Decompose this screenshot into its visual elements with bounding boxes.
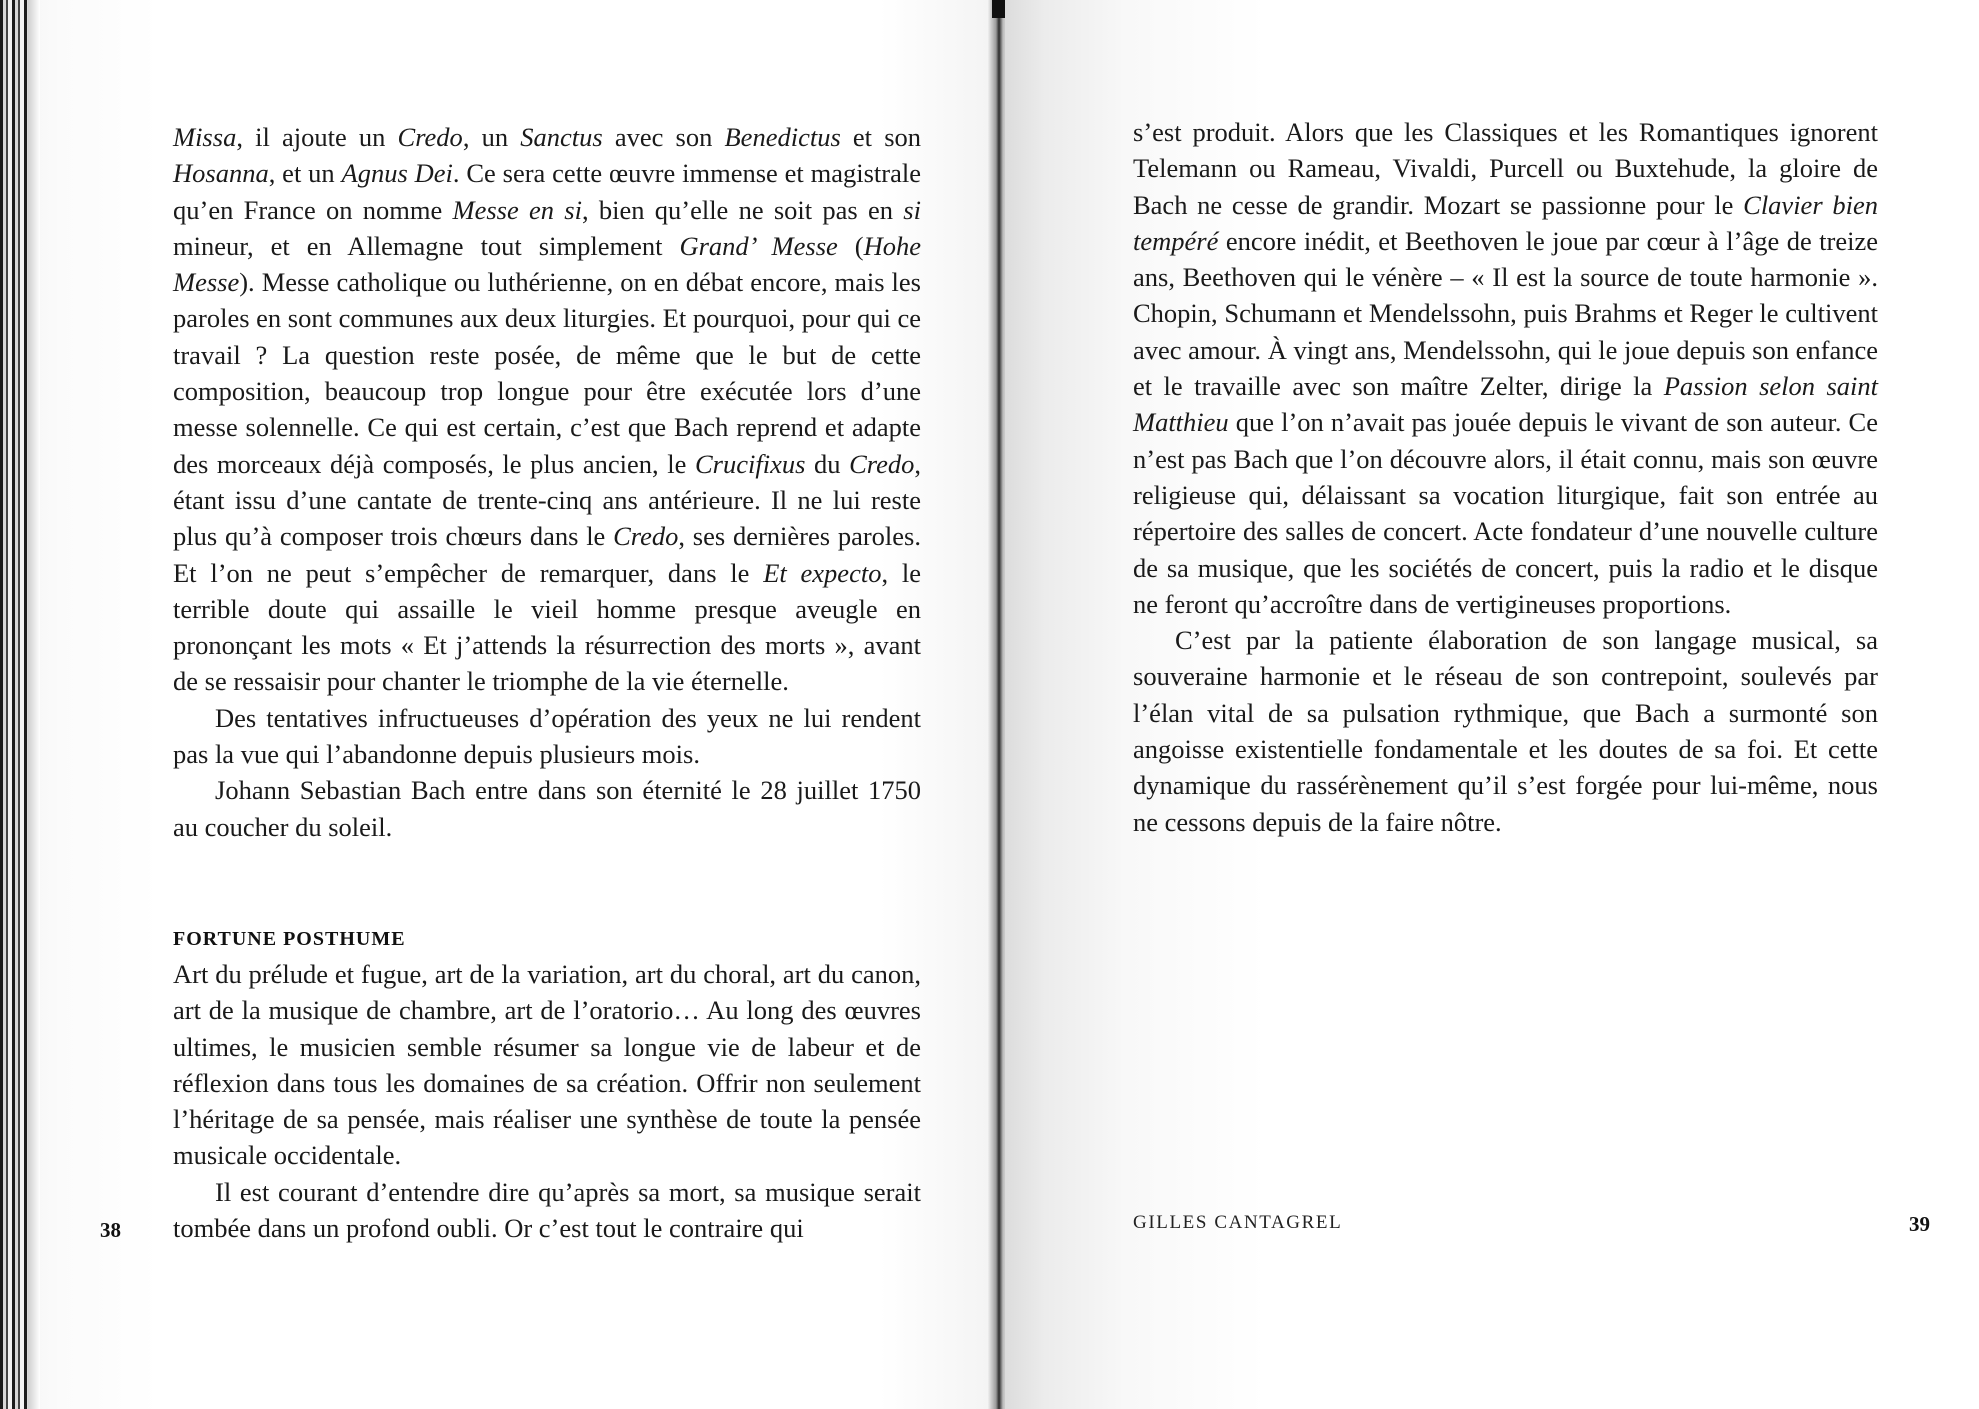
paragraph [1133, 622, 1878, 840]
italic-text: Credo [613, 521, 679, 552]
paragraph [173, 1174, 921, 1247]
text-run: . Ce sera cette œuvre immense et magistrale qu’en France on nomme [173, 158, 921, 225]
italic-text: Messe en si [452, 194, 582, 225]
left-body-text [173, 119, 921, 845]
text-run: et son [840, 122, 922, 152]
italic-text: Credo [397, 122, 463, 152]
text-run: Art du prélude et fugue, art de la variation, art du choral, art du canon, art de la musique de chambre, art de l’oratorio… Au long des œuvres ultimes, le musicien semble résumer sa longue vie de labeur et de réflexion dans tous les domaines de sa création. Offrir non seulement l’héritage de sa pensée, mais réaliser une synthèse de toute la pensée musicale occidentale. [173, 959, 921, 1171]
left-body-text-after-heading [173, 956, 921, 1246]
page-number-right: 39 [1909, 1212, 1930, 1236]
paragraph [173, 119, 921, 700]
text-run: du [805, 448, 850, 479]
italic-text: Crucifixus [694, 448, 806, 479]
italic-text: Grand’ Messe [679, 230, 838, 261]
text-run: avec son [602, 122, 725, 152]
page-stack-edge [0, 0, 40, 1409]
italic-text: Clavier bien tempéré [1133, 189, 1878, 256]
italic-text: Et expecto [763, 557, 882, 588]
italic-text: Agnus Dei [341, 158, 453, 189]
italic-text: Hohe Messe [173, 230, 922, 298]
text-run: C’est par la patiente élaboration de son langage musical, sa souveraine harmonie et le réseau de son contrepoint, soulevés par l’élan vital de sa pulsation rythmique, que Bach a surmonté son angoisse existentielle fondamentale et les doutes de sa foi. Et cette dynamique du rassérènement qu’il s’est forgée pour lui-même, nous ne cessons depuis de la faire nôtre. [1133, 625, 1878, 837]
page-number-left: 38 [100, 1218, 121, 1242]
text-run: mineur, et en Allemagne tout simplement [173, 230, 680, 261]
text-run: Des tentatives infructueuses d’opération des yeux ne lui rendent pas la vue qui l’abandonne depuis plusieurs mois. [173, 702, 921, 770]
text-run: , bien qu’elle ne soit pas en [581, 194, 904, 225]
text-run: , il ajoute un [236, 122, 398, 152]
text-run: , un [462, 122, 521, 152]
italic-text: Credo [849, 448, 915, 479]
text-run: , et un [268, 158, 342, 189]
running-head-author: GILLES CANTAGREL [1133, 1212, 1343, 1233]
italic-text: Hosanna [173, 158, 269, 189]
paragraph [173, 700, 921, 773]
italic-text: Sanctus [520, 122, 603, 152]
italic-text: si [903, 194, 921, 225]
italic-text: Passion selon saint Matthieu [1133, 371, 1878, 438]
section-heading: FORTUNE POSTHUME [173, 928, 406, 950]
paragraph [173, 956, 921, 1174]
italic-text: Benedictus [724, 122, 841, 152]
text-run: encore inédit, et Beethoven le joue par cœur à l’âge de treize ans, Beethoven qui le vénère – « Il est la source de toute harmonie ». Chopin, Schumann et Mendelssohn, puis Brahms et Reger le cultivent avec amour. À vingt ans, Mendelssohn, qui le joue depuis son enfance et le travaille avec son maître Zelter, dirige la [1133, 225, 1878, 402]
text-run: , étant issu d’une cantate de trente-cinq ans antérieure. Il ne lui reste plus qu’à composer trois chœurs dans le [173, 448, 921, 552]
right-page [1005, 0, 1979, 1409]
text-run: que l’on n’avait pas jouée depuis le vivant de son auteur. Ce n’est pas Bach que l’on découvre alors, il était connu, mais son œuvre religieuse qui, délaissant sa vocation liturgique, fait son entrée au répertoire des salles de concert. Acte fondateur d’une nouvelle culture de sa musique, que les sociétés de concert, puis la radio et le disque ne feront qu’accroître dans de vertigineuses proportions. [1133, 407, 1878, 619]
text-run: ). Messe catholique ou luthérienne, on en débat encore, mais les paroles en sont communes aux deux liturgies. Et pourquoi, pour qui ce travail ? La question reste posée, de même que le but de cette composition, beaucoup trop longue pour être exécutée lors d’une messe solennelle. Ce qui est certain, c’est que Bach reprend et adapte des morceaux déjà composés, le plus ancien, le [173, 267, 921, 479]
paragraph [1133, 114, 1878, 622]
text-run: , ses dernières paroles. Et l’on ne peut s’empêcher de remarquer, dans le [173, 521, 921, 588]
right-body-text [1133, 114, 1878, 840]
text-run: Il est courant d’entendre dire qu’après sa mort, sa musique serait tombée dans un profond oubli. Or c’est tout le contraire qui [173, 1176, 921, 1244]
paragraph [173, 772, 921, 845]
text-run: Johann Sebastian Bach entre dans son éternité le 28 juillet 1750 au coucher du soleil. [173, 775, 921, 842]
text-run: ( [837, 230, 864, 261]
text-run: , le terrible doute qui assaille le vieil homme presque aveugle en prononçant les mots « Et j’attends la résurrection des morts », avant de se ressaisir pour chanter le triomphe de la vie éternelle. [173, 557, 921, 697]
text-run: s’est produit. Alors que les Classiques et les Romantiques ignorent Telemann ou Rameau, Vivaldi, Purcell ou Buxtehude, la gloire de Bach ne cesse de grandir. Mozart se passionne pour le [1133, 117, 1878, 220]
italic-text: Missa [173, 122, 237, 152]
